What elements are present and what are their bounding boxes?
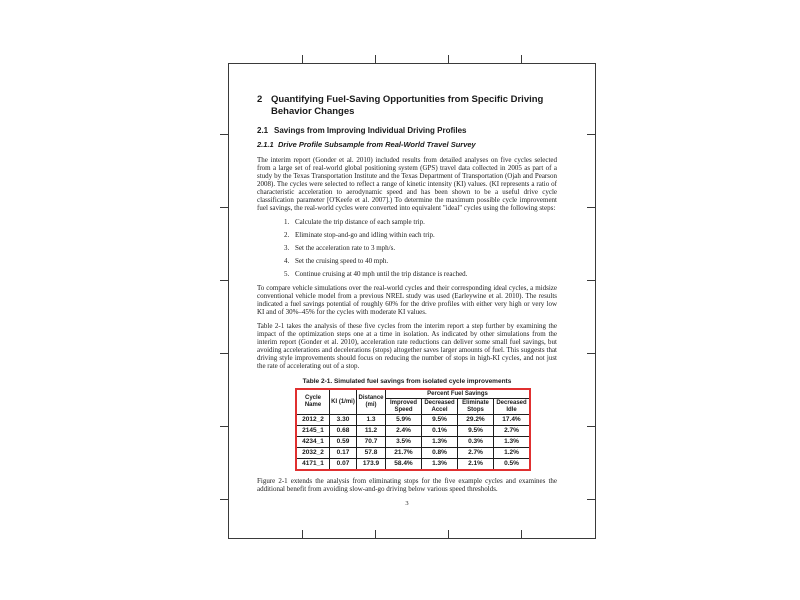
column-group-header: Percent Fuel Savings (386, 389, 531, 399)
table-cell: 17.4% (494, 415, 531, 426)
paragraph-intro: The interim report (Gonder et al. 2010) included results from detailed analyses on five cycles selected from a large set of real-world global positioning system (GPS) travel data collected in 2005 as part of a study by the Texas Transportation Institute and the Texas Department of Transportation (Ojah and Pearson 2008). The cycles were selected to reflect a range of kinetic intensity (KI) values. (KI represents a ratio of characteristic acceleration to aerodynamic speed and has been shown to be a useful drive cycle classification parameter [O'Keefe et al. 2007].) To determine the maximum possible cycle improvement fuel savings, the real-world cycles were converted into equivalent "ideal" cycles using the following steps: (257, 155, 557, 212)
table-cell: 1.3% (494, 437, 531, 448)
list-item (284, 244, 557, 252)
column-header: Eliminate Stops (458, 399, 494, 415)
table-cell: 5.9% (386, 415, 422, 426)
table-cell: 29.2% (458, 415, 494, 426)
table-cell: 0.59 (330, 437, 357, 448)
list-item-text: Set the cruising speed to 40 mph. (295, 256, 389, 265)
paragraph-figure-reference: Figure 2-1 extends the analysis from eliminating stops for the five example cycles and examines the additional benefit from avoiding slow-and-go driving below various speed thresholds. (257, 477, 557, 493)
table-cell: 4171_1 (296, 459, 330, 471)
table-header-row (296, 389, 530, 399)
ruler-tick (220, 499, 228, 500)
ruler-tick (220, 353, 228, 354)
section-heading-text: Quantifying Fuel-Saving Opportunities from Specific Driving Behavior Changes (271, 94, 544, 117)
list-item-number: 5. (284, 269, 290, 278)
subsubsection-heading-text: Drive Profile Subsample from Real-World Travel Survey (278, 140, 476, 149)
section-number: 2 (257, 94, 263, 105)
column-header: Improved Speed (386, 399, 422, 415)
ruler-tick (220, 426, 228, 427)
list-item-number: 2. (284, 230, 290, 239)
table-cell: 3.5% (386, 437, 422, 448)
table-cell: 4234_1 (296, 437, 330, 448)
table-cell: 11.2 (357, 426, 386, 437)
table-cell: 1.3 (357, 415, 386, 426)
ruler-tick (375, 530, 376, 538)
list-item-number: 4. (284, 256, 290, 265)
numbered-step-list (284, 218, 557, 278)
table-cell: 173.9 (357, 459, 386, 471)
paragraph-comparison: To compare vehicle simulations over the real-world cycles and their corresponding ideal cycles, a midsize conventional vehicle model from a previous NREL study was used (Earleywine et al. 2010). The results indicated a fuel savings potential of roughly 60% for the drive profiles with either very high or very low KI and of 30%–45% for the cycles with moderate KI values. (257, 283, 557, 316)
list-item (284, 270, 557, 278)
list-item-text: Eliminate stop-and-go and idling within each trip. (295, 230, 435, 239)
table-cell: 2.4% (386, 426, 422, 437)
table-cell: 9.5% (458, 426, 494, 437)
list-item-number: 3. (284, 243, 290, 252)
ruler-tick (587, 353, 595, 354)
list-item (284, 257, 557, 265)
ruler-tick (302, 55, 303, 63)
table-row (296, 437, 530, 448)
fuel-savings-table (295, 388, 531, 472)
ruler-tick (587, 499, 595, 500)
ruler-tick (587, 207, 595, 208)
table-cell: 0.07 (330, 459, 357, 471)
ruler-tick (587, 426, 595, 427)
table-cell: 2145_1 (296, 426, 330, 437)
subsection-number: 2.1 (257, 126, 269, 135)
subsubsection-heading (257, 141, 557, 150)
table-cell: 70.7 (357, 437, 386, 448)
table-cell: 1.3% (422, 459, 458, 471)
ruler-tick (375, 55, 376, 63)
table-cell: 21.7% (386, 448, 422, 459)
section-heading (257, 94, 557, 117)
column-header: Distance (mi) (357, 389, 386, 415)
column-header: Decreased Idle (494, 399, 531, 415)
column-header: Cycle Name (296, 389, 330, 415)
table-cell: 1.3% (422, 437, 458, 448)
ruler-tick (587, 134, 595, 135)
subsection-heading-text: Savings from Improving Individual Driving Profiles (274, 126, 467, 135)
list-item (284, 218, 557, 226)
list-item-text: Continue cruising at 40 mph until the trip distance is reached. (295, 269, 468, 278)
table-cell: 1.2% (494, 448, 531, 459)
column-header: KI (1/mi) (330, 389, 357, 415)
page-number: 3 (405, 500, 409, 507)
ruler-tick (220, 207, 228, 208)
table-row (296, 459, 530, 471)
page-content (257, 94, 557, 507)
table-cell: 58.4% (386, 459, 422, 471)
list-item (284, 231, 557, 239)
table-cell: 0.8% (422, 448, 458, 459)
list-item-text: Set the acceleration rate to 3 mph/s. (295, 243, 396, 252)
subsubsection-number: 2.1.1 (257, 140, 274, 149)
subsection-heading (257, 126, 557, 135)
table-cell: 9.5% (422, 415, 458, 426)
table-row (296, 448, 530, 459)
table-row (296, 415, 530, 426)
list-item-text: Calculate the trip distance of each sample trip. (295, 217, 425, 226)
column-header: Decreased Accel (422, 399, 458, 415)
table-cell: 3.30 (330, 415, 357, 426)
table-cell: 2012_2 (296, 415, 330, 426)
ruler-tick (220, 134, 228, 135)
table-cell: 2032_2 (296, 448, 330, 459)
ruler-tick (302, 530, 303, 538)
ruler-tick (220, 280, 228, 281)
table-caption: Table 2-1. Simulated fuel savings from isolated cycle improvements (302, 377, 512, 385)
table-cell: 2.7% (458, 448, 494, 459)
ruler-tick (521, 55, 522, 63)
ruler-tick (448, 530, 449, 538)
ruler-tick (587, 280, 595, 281)
table-cell: 2.1% (458, 459, 494, 471)
document-page (228, 63, 596, 539)
table-row (296, 426, 530, 437)
paragraph-table-discussion: Table 2-1 takes the analysis of these five cycles from the interim report a step further by examining the impact of the optimization steps one at a time in isolation. As indicated by other simulations from the interim report (Gonder et al. 2010), acceleration rate reductions can deliver some small fuel savings, but avoiding accelerations and decelerations (stops) altogether saves larger amounts of fuel. This suggests that driving style improvements should focus on reducing the number of stops in high-KI cycles, and not just the rate of accelerating out of a stop. (257, 321, 557, 370)
ruler-tick (448, 55, 449, 63)
table-cell: 0.68 (330, 426, 357, 437)
ruler-tick (521, 530, 522, 538)
table-cell: 0.5% (494, 459, 531, 471)
table-cell: 2.7% (494, 426, 531, 437)
table-cell: 0.17 (330, 448, 357, 459)
table-cell: 0.1% (422, 426, 458, 437)
list-item-number: 1. (284, 217, 290, 226)
table-cell: 0.3% (458, 437, 494, 448)
table-cell: 57.8 (357, 448, 386, 459)
